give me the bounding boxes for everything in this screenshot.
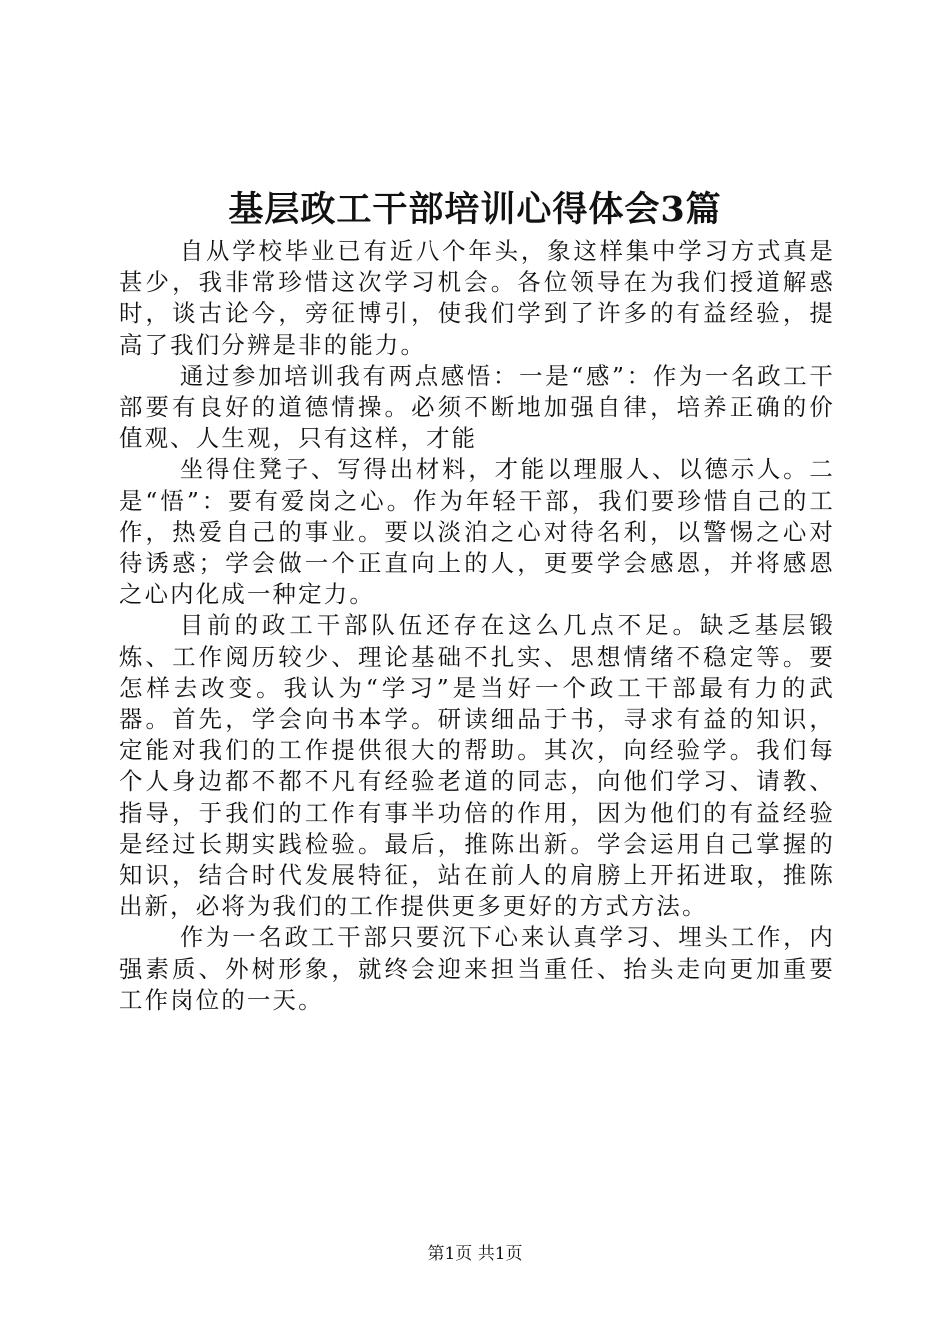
document-body xyxy=(119,236,835,1016)
paragraph: 目前的政工干部队伍还存在这么几点不足。缺乏基层锻炼、工作阅历较少、理论基础不扎实、思想情绪不稳定等。要怎样去改变。我认为“学习”是当好一个政工干部最有力的武器。首先，学会向书本学。研读细品于书，寻求有益的知识，定能对我们的工作提供很大的帮助。其次，向经验学。我们每个人身边都不都不凡有经验老道的同志，向他们学习、请教、指导，于我们的工作有事半功倍的作用，因为他们的有益经验是经过长期实践检验。最后，推陈出新。学会运用自己掌握的知识，结合时代发展特征，站在前人的肩膀上开拓进取，推陈出新，必将为我们的工作提供更多更好的方式方法。 xyxy=(119,611,835,921)
page-footer: 第1页 共1页 xyxy=(427,1244,523,1264)
paragraph: 通过参加培训我有两点感悟：一是“感”：作为一名政工干部要有良好的道德情操。必须不断地加强自律，培养正确的价值观、人生观，只有这样，才能 xyxy=(119,361,835,453)
document-title: 基层政工干部培训心得体会3篇 xyxy=(228,189,722,230)
paragraph: 作为一名政工干部只要沉下心来认真学习、埋头工作，内强素质、外树形象，就终会迎来担当重任、抬头走向更加重要工作岗位的一天。 xyxy=(119,923,835,1014)
paragraph: 坐得住凳子、写得出材料，才能以理服人、以德示人。二是“悟”：要有爱岗之心。作为年轻干部，我们要珍惜自己的工作，热爱自己的事业。要以淡泊之心对待名利，以警惕之心对待诱惑；学会做一个正直向上的人，更要学会感恩，并将感恩之心内化成一种定力。 xyxy=(119,455,835,609)
paragraph: 自从学校毕业已有近八个年头，象这样集中学习方式真是甚少，我非常珍惜这次学习机会。各位领导在为我们授道解惑时，谈古论今，旁征博引，使我们学到了许多的有益经验，提高了我们分辨是非的能力。 xyxy=(119,237,835,359)
